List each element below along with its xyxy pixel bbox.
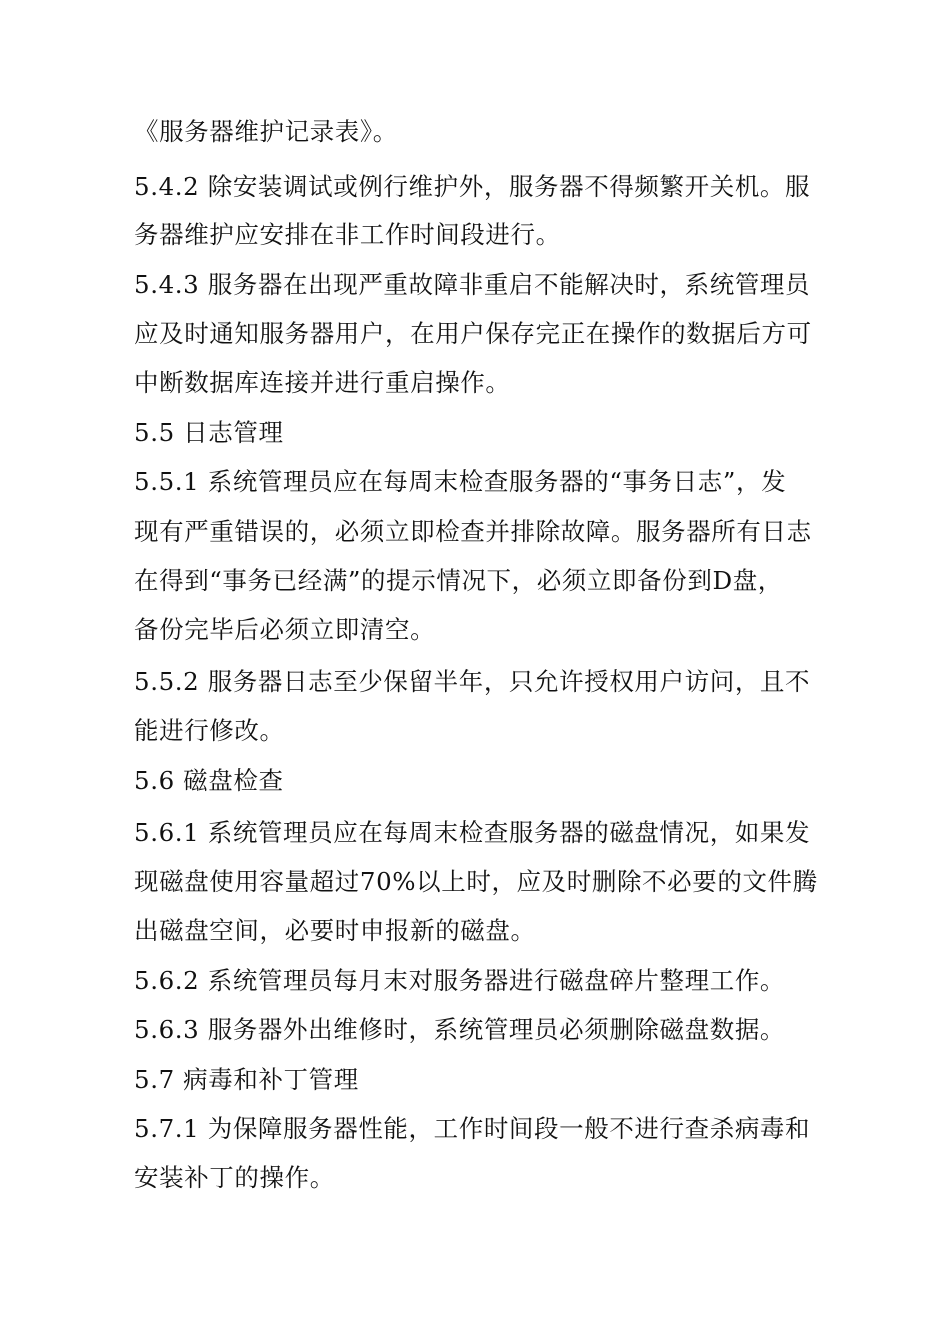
text-line: 务器维护应安排在非工作时间段进行。 bbox=[134, 220, 561, 249]
section-heading: 5.5 日志管理 bbox=[134, 418, 284, 447]
text-line: 5.5.2 服务器日志至少保留半年，只允许授权用户访问，且不 bbox=[134, 667, 811, 696]
text-line: 5.7.1 为保障服务器性能，工作时间段一般不进行查杀病毒和 bbox=[134, 1114, 811, 1143]
text-line: 5.4.2 除安装调试或例行维护外，服务器不得频繁开关机。服 bbox=[134, 172, 811, 201]
text-line: 5.6.1 系统管理员应在每周末检查服务器的磁盘情况，如果发 bbox=[134, 818, 811, 847]
text-line: 5.5.1 系统管理员应在每周末检查服务器的“事务日志”，发 bbox=[134, 467, 787, 496]
text-line: 出磁盘空间，必要时申报新的磁盘。 bbox=[134, 916, 536, 945]
text-line: 备份完毕后必须立即清空。 bbox=[134, 615, 436, 644]
section-heading: 5.7 病毒和补丁管理 bbox=[134, 1065, 359, 1094]
text-line: 安装补丁的操作。 bbox=[134, 1163, 335, 1192]
text-line: 现有严重错误的，必须立即检查并排除故障。服务器所有日志 bbox=[134, 517, 812, 546]
text-line: 5.4.3 服务器在出现严重故障非重启不能解决时，系统管理员 bbox=[134, 270, 811, 299]
text-line: 应及时通知服务器用户，在用户保存完正在操作的数据后方可 bbox=[134, 319, 812, 348]
text-line: 中断数据库连接并进行重启操作。 bbox=[134, 368, 511, 397]
text-line: 5.6.3 服务器外出维修时，系统管理员必须删除磁盘数据。 bbox=[134, 1015, 786, 1044]
text-line: 能进行修改。 bbox=[134, 716, 285, 745]
text-line: 《服务器维护记录表》。 bbox=[134, 117, 398, 146]
text-line: 5.6.2 系统管理员每月末对服务器进行磁盘碎片整理工作。 bbox=[134, 966, 786, 995]
text-line: 在得到“事务已经满”的提示情况下，必须立即备份到D盘， bbox=[134, 566, 783, 595]
section-heading: 5.6 磁盘检查 bbox=[134, 766, 284, 795]
text-line: 现磁盘使用容量超过70%以上时，应及时删除不必要的文件腾 bbox=[134, 867, 818, 896]
